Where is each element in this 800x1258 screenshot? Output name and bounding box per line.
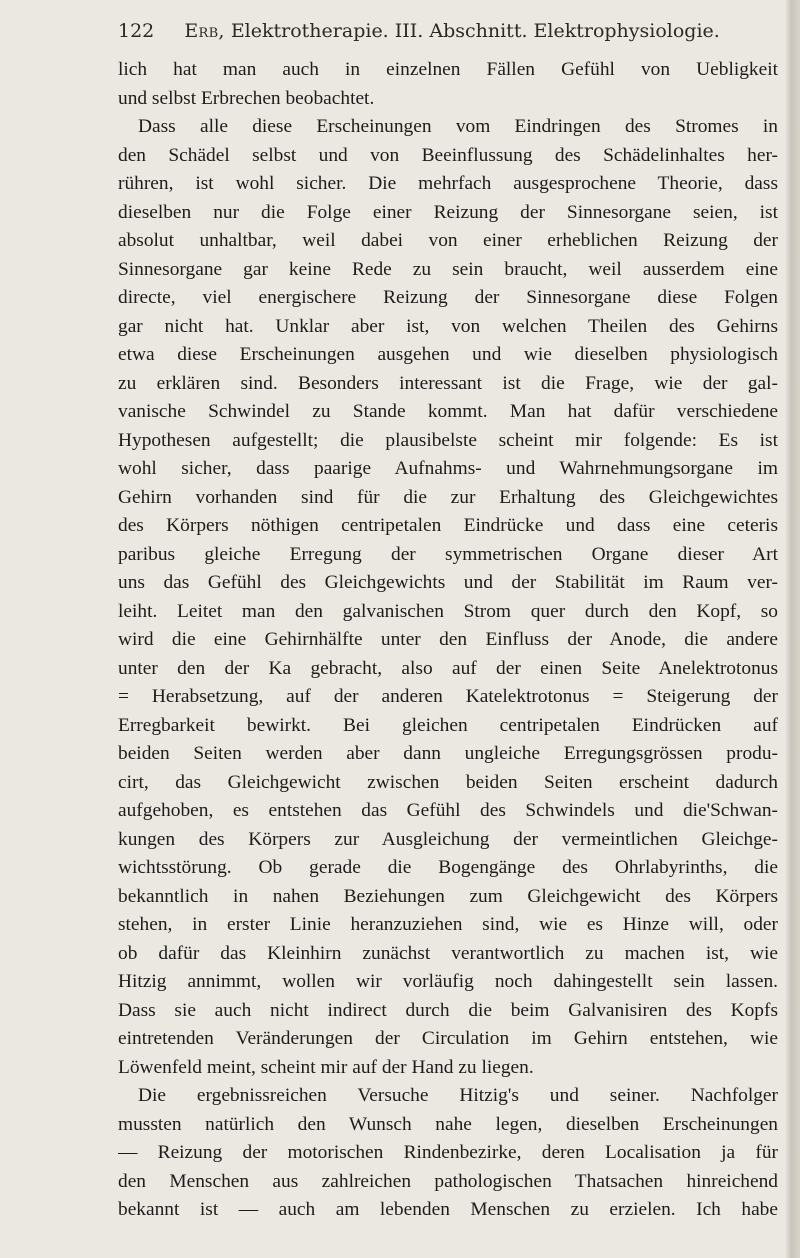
text-line: Die ergebnissreichen Versuche Hitzig's und seiner. Nachfolger <box>138 1085 778 1106</box>
text-line: — Reizung der motorischen Rindenbezirke, deren Localisation ja für <box>118 1142 778 1163</box>
text-line: stehen, in erster Linie heranzuziehen sind, wie es Hinze will, oder <box>118 914 778 935</box>
text-line: = Herabsetzung, auf der anderen Katelektrotonus = Steigerung der <box>118 686 778 707</box>
text-line: ob dafür das Kleinhirn zunächst verantwortlich zu machen ist, wie <box>118 942 778 964</box>
text-line: wichtsstörung. Ob gerade die Bogengänge des Ohrlabyrinths, die <box>118 857 778 878</box>
header-title: Elektrotherapie. III. Abschnitt. Elektrophysiologie. <box>230 20 720 42</box>
text-line: leiht. Leitet man den galvanischen Strom quer durch den Kopf, so <box>118 600 778 622</box>
text-line: paribus gleiche Erregung der symmetrischen Organe dieser Art <box>118 543 778 565</box>
text-line: aufgehoben, es entstehen das Gefühl des Schwindels und die'Schwan- <box>118 800 778 821</box>
text-line: dieselben nur die Folge einer Reizung der Sinnesorgane seien, ist <box>118 201 778 223</box>
text-line: gar nicht hat. Unklar aber ist, von welchen Theilen des Gehirns <box>118 315 778 337</box>
text-line: lich hat man auch in einzelnen Fällen Gefühl von Uebligkeit <box>118 59 778 80</box>
text-line: vanische Schwindel zu Stande kommt. Man hat dafür verschiedene <box>118 401 778 422</box>
body-text <box>118 56 778 1225</box>
text-line: beiden Seiten werden aber dann ungleiche Erregungsgrössen produ- <box>118 743 778 764</box>
text-line: Dass sie auch nicht indirect durch die beim Galvanisiren des Kopfs <box>118 999 778 1021</box>
header-author: Erb, <box>184 20 225 42</box>
running-header <box>118 20 778 50</box>
text-line: Löwenfeld meint, scheint mir auf der Hand zu liegen. <box>118 1056 534 1078</box>
text-line: unter den der Ka gebracht, also auf der einen Seite Anelektrotonus <box>118 657 778 679</box>
text-line: den Menschen aus zahlreichen pathologischen Thatsachen hinreichend <box>118 1170 778 1192</box>
text-line: rühren, ist wohl sicher. Die mehrfach ausgesprochene Theorie, dass <box>118 173 778 194</box>
text-line: den Schädel selbst und von Beeinflussung des Schädelinhaltes her- <box>118 144 778 166</box>
text-line: Erregbarkeit bewirkt. Bei gleichen centripetalen Eindrücken auf <box>118 714 778 736</box>
text-line: Gehirn vorhanden sind für die zur Erhaltung des Gleichgewichtes <box>118 486 778 508</box>
text-line: kungen des Körpers zur Ausgleichung der vermeintlichen Gleichge- <box>118 828 778 850</box>
text-line: mussten natürlich den Wunsch nahe legen, dieselben Erscheinungen <box>118 1113 778 1135</box>
text-line: bekannt ist — auch am lebenden Menschen zu erzielen. Ich habe <box>118 1199 778 1220</box>
text-line: absolut unhaltbar, weil dabei von einer erheblichen Reizung der <box>118 230 778 251</box>
page-edge <box>786 0 800 1258</box>
text-line: bekanntlich in nahen Beziehungen zum Gleichgewicht des Körpers <box>118 885 778 907</box>
text-line: etwa diese Erscheinungen ausgehen und wie dieselben physiologisch <box>118 344 778 365</box>
page-number: 122 <box>118 20 155 42</box>
text-line: uns das Gefühl des Gleichgewichts und der Stabilität im Raum ver- <box>118 572 778 593</box>
text-line: Hitzig annimmt, wollen wir vorläufig noch dahingestellt sein lassen. <box>118 971 778 992</box>
text-line: Dass alle diese Erscheinungen vom Eindringen des Stromes in <box>138 116 778 137</box>
text-line: und selbst Erbrechen beobachtet. <box>118 87 375 109</box>
text-line: cirt, das Gleichgewicht zwischen beiden Seiten erscheint dadurch <box>118 771 778 793</box>
text-line: directe, viel energischere Reizung der Sinnesorgane diese Folgen <box>118 287 778 308</box>
text-line: Hypothesen aufgestellt; die plausibelste scheint mir folgende: Es ist <box>118 429 778 451</box>
text-line: wird die eine Gehirnhälfte unter den Einfluss der Anode, die andere <box>118 629 778 650</box>
text-line: eintretenden Veränderungen der Circulation im Gehirn entstehen, wie <box>118 1028 778 1049</box>
text-line: zu erklären sind. Besonders interessant ist die Frage, wie der gal- <box>118 372 778 394</box>
text-line: des Körpers nöthigen centripetalen Eindrücke und dass eine ceteris <box>118 515 778 536</box>
text-line: wohl sicher, dass paarige Aufnahms- und Wahrnehmungsorgane im <box>118 458 778 479</box>
text-line: Sinnesorgane gar keine Rede zu sein braucht, weil ausserdem eine <box>118 258 778 280</box>
